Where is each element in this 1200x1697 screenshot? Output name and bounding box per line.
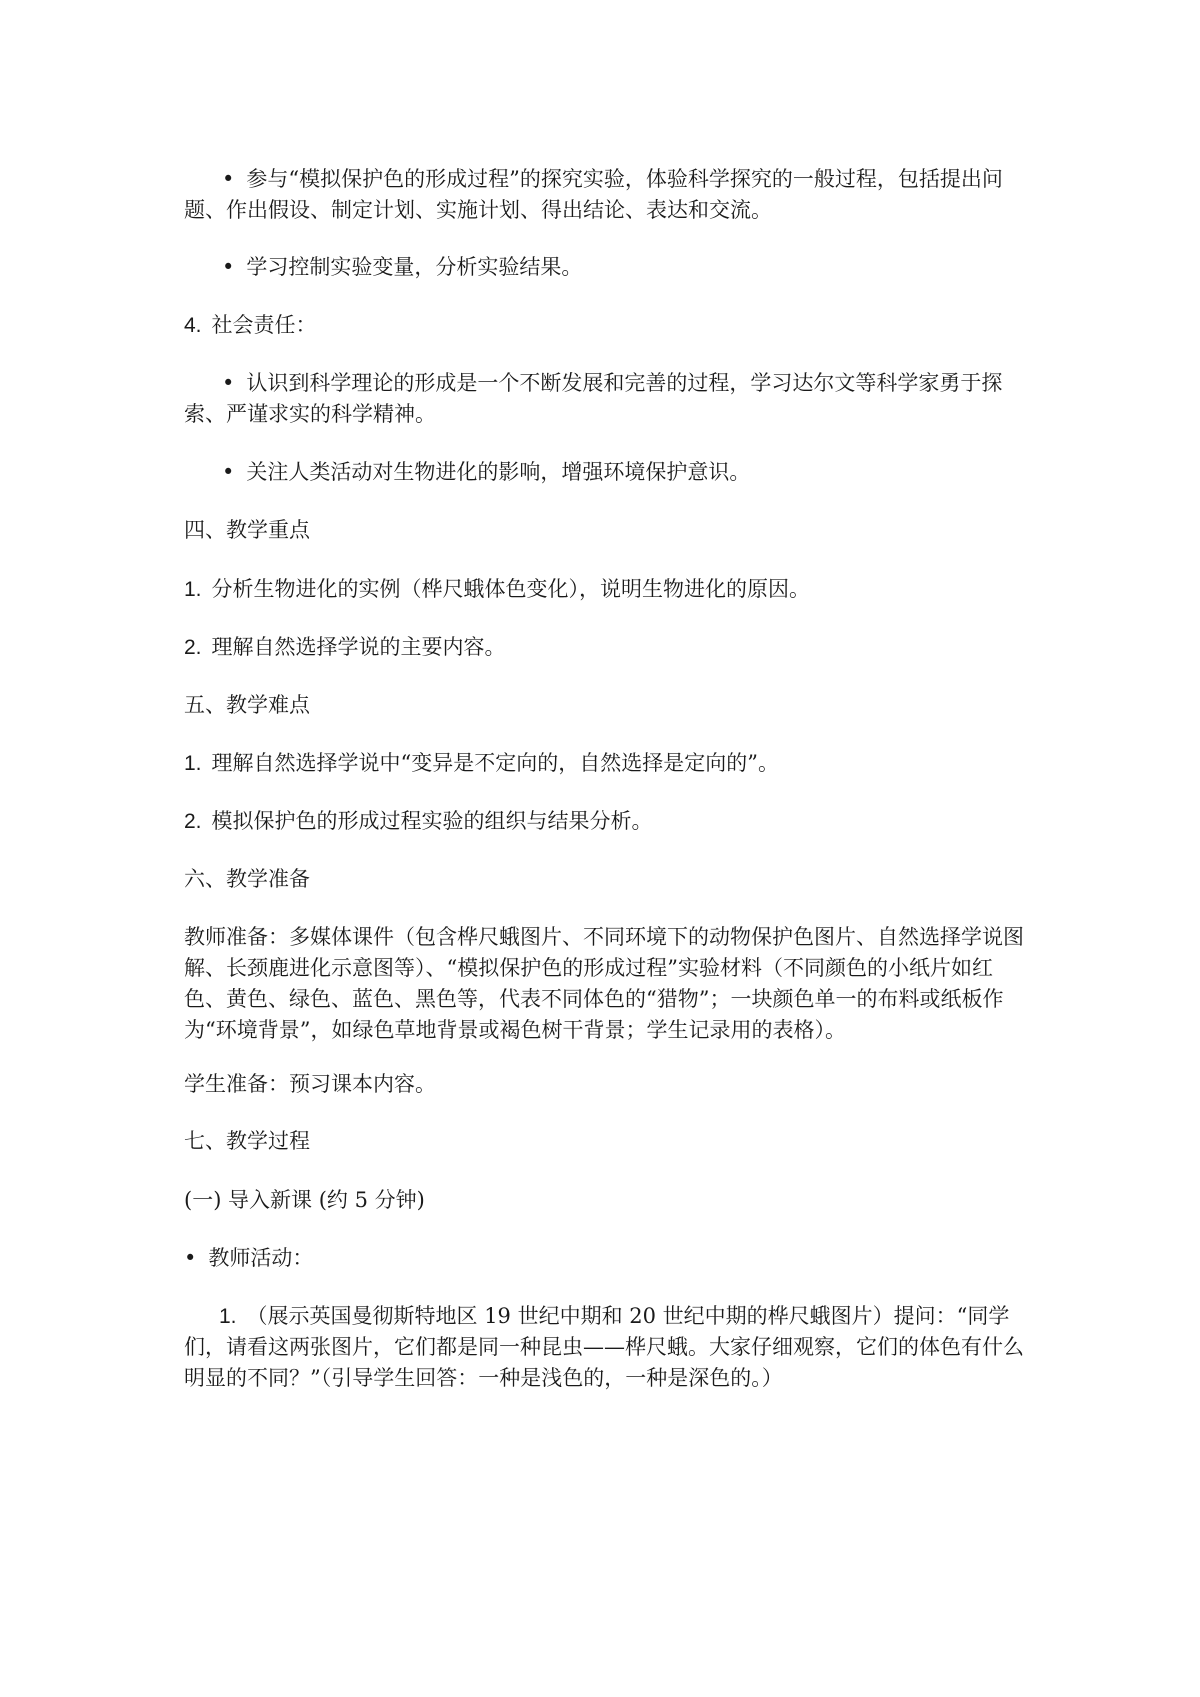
student-preparation: 学生准备：预习课本内容。	[184, 1072, 436, 1096]
bullet-paragraph-human	[184, 457, 1028, 488]
item-number: 2.	[184, 636, 202, 659]
item-text: 理解自然选择学说的主要内容。	[211, 635, 506, 659]
intro-label: (一) 导入新课 (约 5 分钟)	[184, 1188, 425, 1212]
label-text: 教师活动：	[208, 1246, 314, 1270]
teacher-preparation: 教师准备：多媒体课件（包含桦尺蛾图片、不同环境下的动物保护色图片、自然选择学说图解、长颈鹿进化示意图等）、“模拟保护色的形成过程”实验材料（不同颜色的小纸片如红色、黄色、绿色、蓝色、黑色等，代表不同体色的“猎物”；一块颜色单一的布料或纸板作为“环境背景”，如绿色草地背景或褐色树干背景；学生记录用的表格）。	[184, 925, 1024, 1042]
heading-process: 七、教学过程	[184, 1129, 310, 1153]
bullet-icon: •	[222, 460, 235, 484]
step-1-paragraph	[184, 1301, 1028, 1394]
heading-preparation: 六、教学准备	[184, 867, 310, 891]
bullet-icon: •	[222, 371, 235, 395]
heading-difficulty: 五、教学难点	[184, 693, 310, 717]
item-number: 1.	[184, 578, 202, 601]
paragraph-text: 认识到科学理论的形成是一个不断发展和完善的过程，学习达尔文等科学家勇于探索、严谨求实的科学精神。	[184, 371, 1003, 426]
item-number: 1.	[219, 1305, 237, 1328]
difficulty-item-1	[184, 748, 1028, 779]
paragraph-text: 参与“模拟保护色的形成过程”的探究实验，体验科学探究的一般过程，包括提出问题、作出假设、制定计划、实施计划、得出结论、表达和交流。	[184, 167, 1003, 222]
bullet-icon: •	[184, 1246, 197, 1270]
focus-item-2	[184, 632, 1028, 663]
difficulty-item-2	[184, 806, 1028, 837]
item-text: 模拟保护色的形成过程实验的组织与结果分析。	[211, 809, 653, 833]
bullet-paragraph-inquiry	[184, 164, 1028, 226]
item-text: 分析生物进化的实例（桦尺蛾体色变化），说明生物进化的原因。	[211, 577, 811, 601]
section-4-heading	[184, 310, 1028, 341]
bullet-icon: •	[222, 255, 235, 279]
bullet-paragraph-theory	[184, 368, 1028, 430]
item-number: 4.	[184, 314, 202, 337]
bullet-paragraph-variables	[184, 252, 1028, 283]
item-number: 2.	[184, 810, 202, 833]
heading-focus: 四、教学重点	[184, 518, 310, 542]
paragraph-text: （展示英国曼彻斯特地区 19 世纪中期和 20 世纪中期的桦尺蛾图片）提问：“同学们，请看这两张图片，它们都是同一种昆虫——桦尺蛾。大家仔细观察，它们的体色有什么明显的不同？”（引导学生回答：一种是浅色的，一种是深色的。）	[184, 1304, 1024, 1390]
item-text: 理解自然选择学说中“变异是不定向的，自然选择是定向的”。	[211, 751, 779, 775]
heading-text: 社会责任：	[211, 313, 317, 337]
teacher-activity-label	[184, 1243, 1028, 1274]
paragraph-text: 学习控制实验变量，分析实验结果。	[246, 255, 583, 279]
bullet-icon: •	[222, 167, 235, 191]
paragraph-text: 关注人类活动对生物进化的影响，增强环境保护意识。	[246, 460, 751, 484]
focus-item-1	[184, 574, 1028, 605]
item-number: 1.	[184, 752, 202, 775]
